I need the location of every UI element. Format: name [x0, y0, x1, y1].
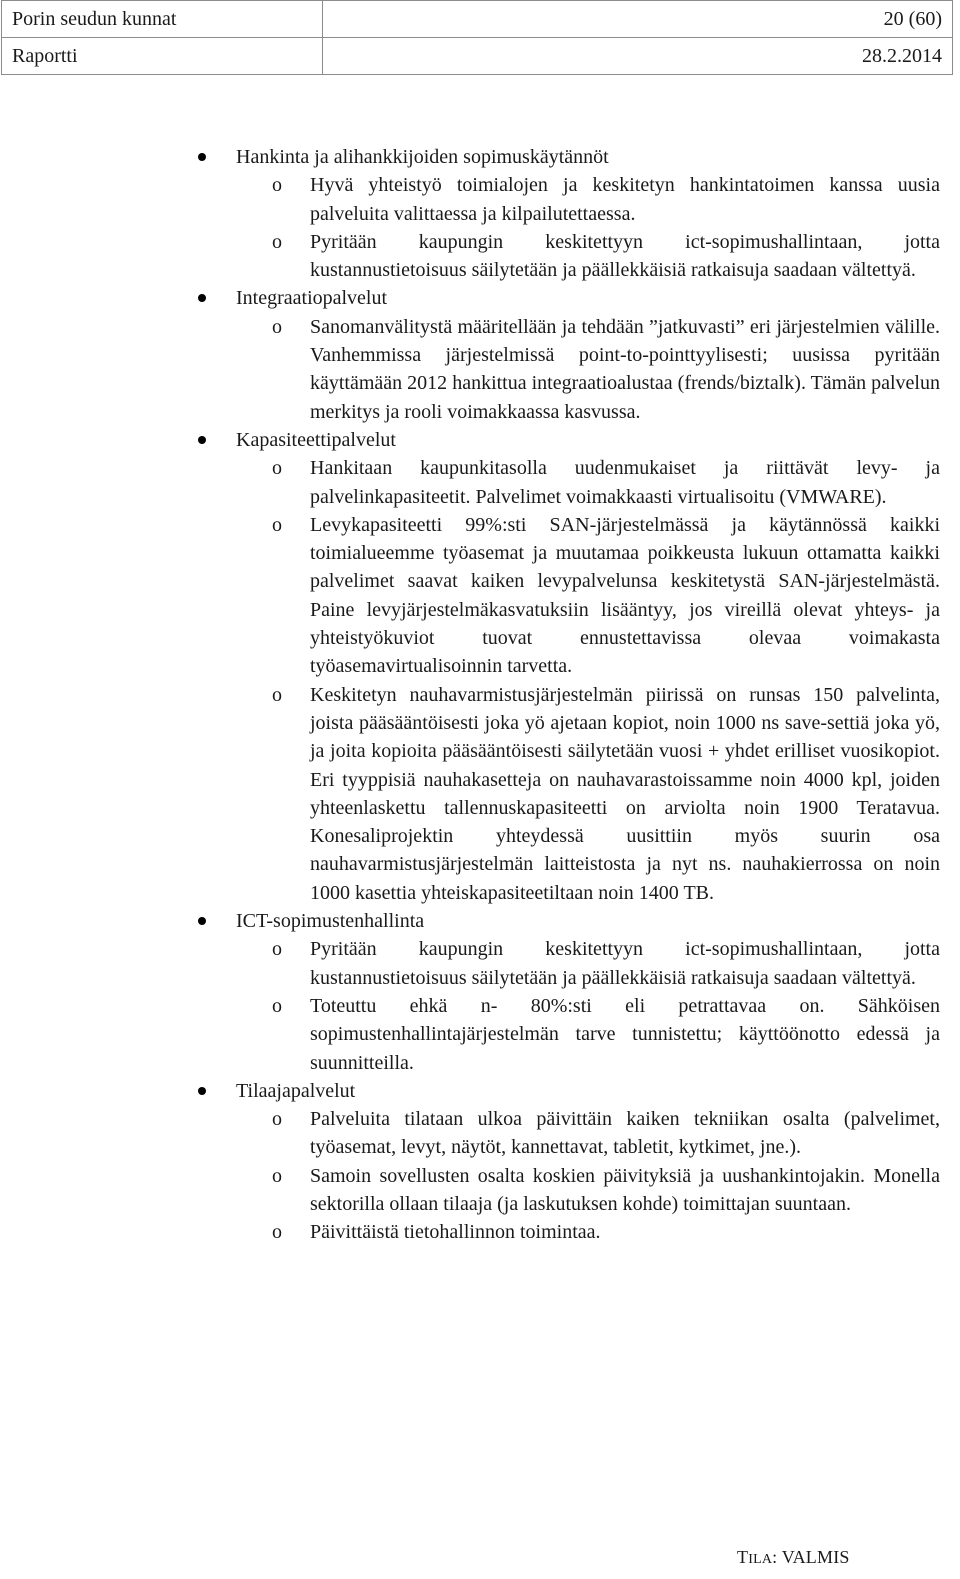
- sub-item-text: Päivittäistä tietohallinnon toimintaa.: [310, 1221, 601, 1244]
- sub-bullet-icon: o: [272, 457, 282, 480]
- sub-bullet-icon: o: [272, 1164, 282, 1187]
- sub-item: [0, 171, 960, 228]
- sub-item-text: Pyritään kaupungin keskitettyyn ict-sopimushallintaan, jotta kustannustietoisuus säilytetään ja päällekkäisiä ratkaisuja saadaan vältettyä.: [310, 230, 940, 282]
- header-date: 28.2.2014: [323, 38, 953, 75]
- sub-bullet-icon: o: [272, 513, 282, 536]
- status-label-initial: T: [737, 1547, 749, 1567]
- status-separator: :: [772, 1547, 778, 1567]
- bullet-section: [0, 907, 960, 935]
- bullet-icon: [198, 294, 206, 302]
- section-title: ICT-sopimustenhallinta: [236, 910, 425, 933]
- sub-item: [0, 992, 960, 1077]
- status-value: VALMIS: [781, 1547, 850, 1567]
- sub-item-text: Hyvä yhteistyö toimialojen ja keskitetyn hankintatoimen kanssa uusia palveluita valittaessa ja kilpailutettaessa.: [310, 174, 940, 225]
- page-header: [1, 0, 953, 75]
- section-title: Tilaajapalvelut: [236, 1079, 356, 1102]
- sub-item: [0, 313, 960, 426]
- sub-item-text: Hankitaan kaupunkitasolla uudenmukaiset ja riittävät levy- ja palvelinkapasiteetit. Palvelimet voimakkaasti virtualisoitu (VMWARE).: [310, 457, 940, 508]
- sub-item: [0, 1218, 960, 1246]
- bullet-section: [0, 284, 960, 312]
- sub-item-text: Levykapasiteetti 99%:sti SAN-järjestelmässä ja käytännössä kaikki toimialueemme työasemat ja muutamaa poikkeusta lukuun ottamatta kaikki palvelimet saavat kaiken levypalvelunsa keskitetystä SAN-järjestelmästä. Paine levyjärjestelmäkasvatuksiin lisääntyy, jos vireillä olevat yhteys- ja yhteistyökuviot tuovat ennustettavissa olevaa voimakasta työasemavirtualisoinnin tarvetta.: [310, 513, 940, 678]
- sub-item: [0, 228, 960, 285]
- status-label-rest: ILA: [748, 1552, 773, 1567]
- sub-bullet-icon: o: [272, 315, 282, 338]
- sub-item: [0, 935, 960, 992]
- bullet-section: [0, 426, 960, 454]
- sub-item: [0, 511, 960, 681]
- document-body: [0, 143, 960, 1247]
- section-title: Integraatiopalvelut: [236, 287, 388, 310]
- sub-bullet-icon: o: [272, 174, 282, 197]
- bullet-icon: [198, 153, 206, 161]
- section-title: Kapasiteettipalvelut: [236, 428, 396, 451]
- sub-item: [0, 1162, 960, 1219]
- sub-item: [0, 1105, 960, 1162]
- sub-item-text: Pyritään kaupungin keskitettyyn ict-sopimushallintaan, jotta kustannustietoisuus säilytetään ja päällekkäisiä ratkaisuja saadaan vältettyä.: [310, 938, 940, 989]
- bullet-section: [0, 1077, 960, 1105]
- sub-item-text: Palveluita tilataan ulkoa päivittäin kaiken tekniikan osalta (palvelimet, työasemat, levyt, näytöt, kannettavat, tabletit, kytkimet, jne.).: [310, 1108, 940, 1159]
- sub-bullet-icon: o: [272, 994, 282, 1017]
- bullet-section: [0, 143, 960, 171]
- sub-bullet-icon: o: [272, 683, 282, 706]
- header-page-number: 20 (60): [323, 1, 953, 38]
- sub-bullet-icon: o: [272, 938, 282, 961]
- bullet-icon: [198, 436, 206, 444]
- sub-item-text: Samoin sovellusten osalta koskien päivityksiä ja uushankintojakin. Monella sektorilla ollaan tilaaja (ja laskutuksen kohde) toimittajan suuntaan.: [310, 1164, 940, 1215]
- sub-item-text: Sanomanvälitystä määritellään ja tehdään ”jatkuvasti” eri järjestelmien välille. Vanhemmissa järjestelmissä point-to-pointtyylisesti; uusissa pyritään käyttämään 2012 hankittua integraatioalustaa (frends/biztalk). Tämän palvelun merkitys ja rooli voimakkaassa kasvussa.: [310, 315, 940, 423]
- sub-item: [0, 681, 960, 907]
- sub-item-text: Keskitetyn nauhavarmistusjärjestelmän piirissä on runsas 150 palvelinta, joista pääsääntöisesti joka yö ajetaan kopiot, noin 1000 ns save-settiä joka yö, ja joita kopioita pääsääntöisesti säilytetään vuosi + yhdet erilliset vuosikopiot. Eri tyyppisiä nauhakasetteja on nauhavarastoissamme noin 4000 kpl, joiden yhteenlaskettu tallennuskapasiteetti on arviolta noin 1900 Teratavua. Konesaliprojektin yhteydessä uusittiin myös suurin osa nauhavarmistusjärjestelmän laitteistosta ja nyt ns. nauhakierrossa on noin 1000 kasettia yhteiskapasiteetiltaan noin 1400 TB.: [310, 683, 940, 904]
- bullet-icon: [198, 1087, 206, 1095]
- sub-item: [0, 454, 960, 511]
- sub-bullet-icon: o: [272, 230, 282, 253]
- sub-bullet-icon: o: [272, 1108, 282, 1131]
- document-status: [737, 1547, 850, 1568]
- sub-item-text: Toteuttu ehkä n- 80%:sti eli petrattavaa on. Sähköisen sopimustenhallintajärjestelmän tarve tunnistettu; käyttöönotto edessä ja suunnitteilla.: [310, 994, 940, 1074]
- header-doc-type: Raportti: [2, 38, 323, 75]
- bullet-icon: [198, 917, 206, 925]
- section-title: Hankinta ja alihankkijoiden sopimuskäytännöt: [236, 146, 609, 168]
- header-org: Porin seudun kunnat: [2, 1, 323, 38]
- sub-bullet-icon: o: [272, 1221, 282, 1244]
